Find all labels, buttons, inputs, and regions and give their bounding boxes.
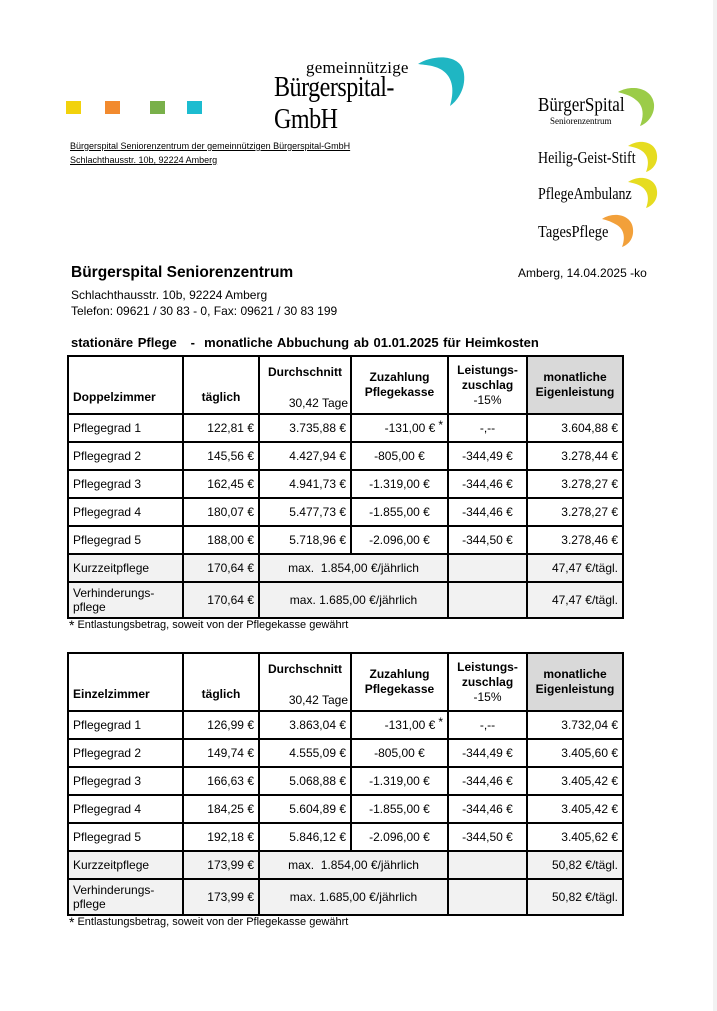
footnote: * Entlastungsbetrag, soweit von der Pflegekasse gewährt bbox=[69, 617, 349, 633]
own-contribution-header: monatliche Eigenleistung bbox=[527, 653, 623, 711]
footnote-marker: * bbox=[438, 715, 443, 729]
date-line: Amberg, 14.04.2025 -ko bbox=[518, 266, 647, 280]
table-row: Pflegegrad 3 166,63 € 5.068,88 € -1.319,00 € -344,46 € 3.405,42 € bbox=[68, 767, 623, 795]
copay-header: Zuzahlung Pflegekasse bbox=[351, 356, 448, 414]
table-row-verhinderungspflege: Verhinderungs- pflege 170,64 € max. 1.685,00 €/jährlich 47,47 €/tägl. bbox=[68, 582, 623, 618]
room-type-header: Doppelzimmer bbox=[68, 356, 183, 414]
yellow-square bbox=[66, 101, 81, 114]
cyan-square bbox=[187, 101, 202, 114]
average-header: Durchschnitt 30,42 Tage bbox=[259, 356, 351, 414]
supplement-header: Leistungs- zuschlag -15% bbox=[448, 653, 527, 711]
org-street: Schlachthausstr. 10b, 92224 Amberg bbox=[71, 288, 268, 302]
table-header-row bbox=[68, 653, 623, 711]
footnote: * Entlastungsbetrag, soweit von der Pflegekasse gewährt bbox=[69, 914, 349, 930]
table-row: Pflegegrad 1 126,99 € 3.863,04 € -131,00 € * -,-- 3.732,04 € bbox=[68, 711, 623, 739]
org-address bbox=[71, 287, 337, 319]
table-row: Pflegegrad 5 188,00 € 5.718,96 € -2.096,00 € -344,50 € 3.278,46 € bbox=[68, 526, 623, 554]
table-row: Pflegegrad 1 122,81 € 3.735,88 € -131,00 € * -,-- 3.604,88 € bbox=[68, 414, 623, 442]
main-logo bbox=[262, 52, 472, 135]
table-header-row bbox=[68, 356, 623, 414]
table-row: Pflegegrad 4 180,07 € 5.477,73 € -1.855,00 € -344,46 € 3.278,27 € bbox=[68, 498, 623, 526]
org-name: Bürgerspital Seniorenzentrum bbox=[71, 264, 294, 281]
own-contribution-header: monatliche Eigenleistung bbox=[527, 356, 623, 414]
heilig-geist-stift-logo: Heilig-Geist-Stift bbox=[538, 140, 658, 174]
green-square bbox=[150, 101, 165, 114]
copay-header: Zuzahlung Pflegekasse bbox=[351, 653, 448, 711]
table-row: Pflegegrad 3 162,45 € 4.941,73 € -1.319,00 € -344,46 € 3.278,27 € bbox=[68, 470, 623, 498]
room-type-header: Einzelzimmer bbox=[68, 653, 183, 711]
average-header: Durchschnitt 30,42 Tage bbox=[259, 653, 351, 711]
table-row: Pflegegrad 5 192,18 € 5.846,12 € -2.096,00 € -344,50 € 3.405,62 € bbox=[68, 823, 623, 851]
table-row: Pflegegrad 2 145,56 € 4.427,94 € -805,00 € -344,49 € 3.278,44 € bbox=[68, 442, 623, 470]
supplement-header: Leistungs- zuschlag -15% bbox=[448, 356, 527, 414]
tagespflege-logo: TagesPflege bbox=[538, 213, 658, 249]
section-title: stationäre Pflege - monatliche Abbuchung ab 01.01.2025 für Heimkosten bbox=[71, 335, 539, 350]
page-edge bbox=[713, 0, 717, 1011]
orange-square bbox=[105, 101, 120, 114]
table-row-kurzzeitpflege: Kurzzeitpflege 170,64 € max. 1.854,00 €/jährlich 47,47 €/tägl. bbox=[68, 554, 623, 582]
daily-header: täglich bbox=[183, 356, 259, 414]
sender-address bbox=[70, 139, 350, 167]
logo-line2: Bürgerspital-GmbH bbox=[274, 72, 394, 135]
buergerspital-logo: BürgerSpital Seniorenzentrum bbox=[538, 86, 658, 130]
logo-line1: gemeinnützige bbox=[306, 58, 409, 77]
table-row-kurzzeitpflege: Kurzzeitpflege 173,99 € max. 1.854,00 €/jährlich 50,82 €/tägl. bbox=[68, 851, 623, 879]
sender-line2: Schlachthausstr. 10b, 92224 Amberg bbox=[70, 155, 218, 165]
price-table-einzelzimmer bbox=[67, 652, 624, 916]
sender-line1: Bürgerspital Seniorenzentrum der gemeinnützigen Bürgerspital-GmbH bbox=[70, 141, 351, 151]
table-row: Pflegegrad 4 184,25 € 5.604,89 € -1.855,00 € -344,46 € 3.405,42 € bbox=[68, 795, 623, 823]
daily-header: täglich bbox=[183, 653, 259, 711]
table-row: Pflegegrad 2 149,74 € 4.555,09 € -805,00 € -344,49 € 3.405,60 € bbox=[68, 739, 623, 767]
pflegeambulanz-logo: PflegeAmbulanz bbox=[538, 176, 658, 210]
table-row-verhinderungspflege: Verhinderungs- pflege 173,99 € max. 1.685,00 €/jährlich 50,82 €/tägl. bbox=[68, 879, 623, 915]
logo-swoosh-icon bbox=[628, 176, 658, 210]
price-table-doppelzimmer bbox=[67, 355, 624, 619]
footnote-marker: * bbox=[438, 418, 443, 432]
org-phone: Telefon: 09621 / 30 83 - 0, Fax: 09621 / 30 83 199 bbox=[71, 304, 338, 318]
